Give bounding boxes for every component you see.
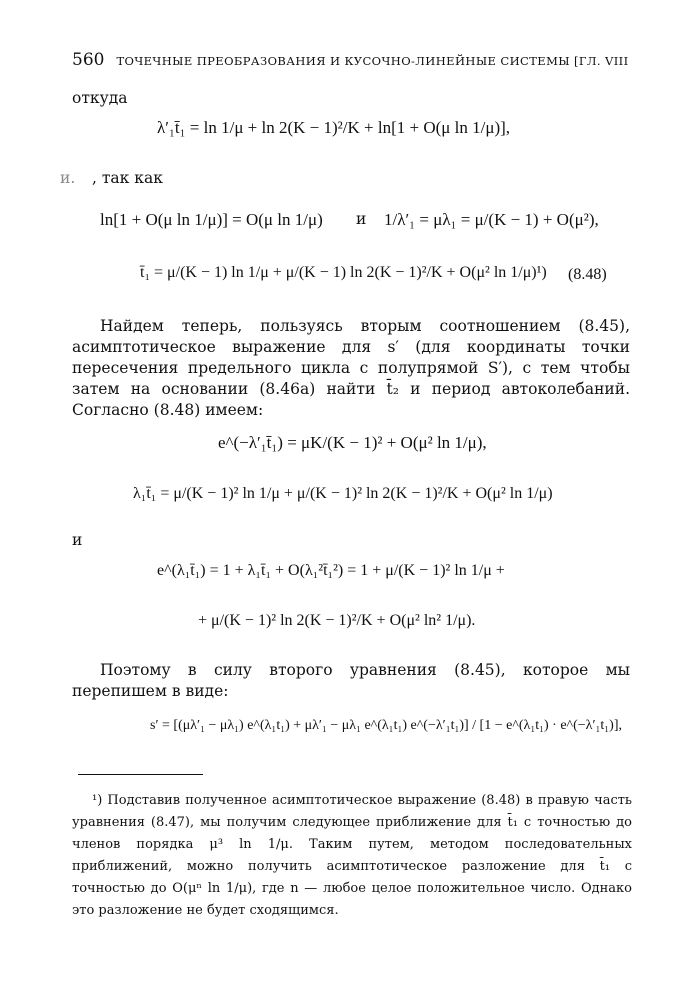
footnote: ¹) Подставив полученное асимптотическое выражение (8.48) в правую часть уравнения (8.47), мы получим следующее приближение для t̄₁ с точностью до членов порядка μ³ ln 1/μ. Таким путем, методом последовательных приближений, можно получить асимптотическое разложение для t̄₁ с точностью до O(μⁿ ln 1/μ), где n — любое целое положительное число. Однако это разложение не будет сходящимся. — [72, 793, 632, 918]
equation-1: λ′₁t̄₁ = ln 1/μ + ln 2(K − 1)²/K + ln[1 + O(μ ln 1/μ)], — [157, 118, 511, 137]
equation-2b: 1/λ′₁ = μλ₁ = μ/(K − 1) + O(μ²), — [384, 210, 599, 229]
equation-2a: ln[1 + O(μ ln 1/μ)] = O(μ ln 1/μ) — [100, 210, 323, 229]
equation-8: s′ = [(μλ′₁ − μλ₁) e^(λ₁t₁) + μλ′₁ − μλ₁ e^(λ₁t₁) e^(−λ′₁t₁)] / [1 − e^(λ₁t₁) · e^(−λ′₁t₁)], — [150, 718, 622, 733]
equation-number-8-48: (8.48) — [568, 266, 607, 283]
page-header — [72, 50, 632, 70]
equation-6: e^(λ₁t̄₁) = 1 + λ₁t̄₁ + O(λ₁²t̄₁²) = 1 + μ/(K − 1)² ln 1/μ + — [157, 562, 505, 579]
footnote-rule — [78, 774, 203, 775]
equation-8-48: t̄₁ = μ/(K − 1) ln 1/μ + μ/(K − 1) ln 2(K − 1)²/K + O(μ² ln 1/μ)¹) — [140, 264, 547, 281]
equation-7: + μ/(K − 1)² ln 2(K − 1)²/K + O(μ² ln² 1/μ). — [198, 612, 476, 629]
equation-4: e^(−λ′₁t̄₁) = μK/(K − 1)² + O(μ² ln 1/μ), — [218, 433, 487, 452]
page-number: 560 — [72, 50, 105, 70]
running-head: ТОЧЕЧНЫЕ ПРЕОБРАЗОВАНИЯ И КУСОЧНО-ЛИНЕЙНЫЕ СИСТЕМЫ [ГЛ. VIII — [116, 54, 629, 68]
phrase-tak-kak: , так как — [92, 169, 163, 187]
conjunction-i-2: и — [72, 531, 83, 549]
word-otkuda: откуда — [72, 89, 128, 107]
paragraph-2: Поэтому в силу второго уравнения (8.45), которое мы перепишем в виде: — [72, 661, 630, 700]
scan-mark: и. — [60, 169, 76, 187]
conjunction-i-1: и — [356, 210, 367, 228]
paragraph-1: Найдем теперь, пользуясь вторым соотношением (8.45), асимптотическое выражение для s′ (для координаты точки пересечения предельного цикла с полупрямой S′), с тем чтобы затем на основании (8.46а) найти t̄₂ и период автоколебаний. Согласно (8.48) имеем: — [72, 317, 630, 419]
equation-5: λ₁t̄₁ = μ/(K − 1)² ln 1/μ + μ/(K − 1)² ln 2(K − 1)²/K + O(μ² ln 1/μ) — [133, 485, 553, 502]
